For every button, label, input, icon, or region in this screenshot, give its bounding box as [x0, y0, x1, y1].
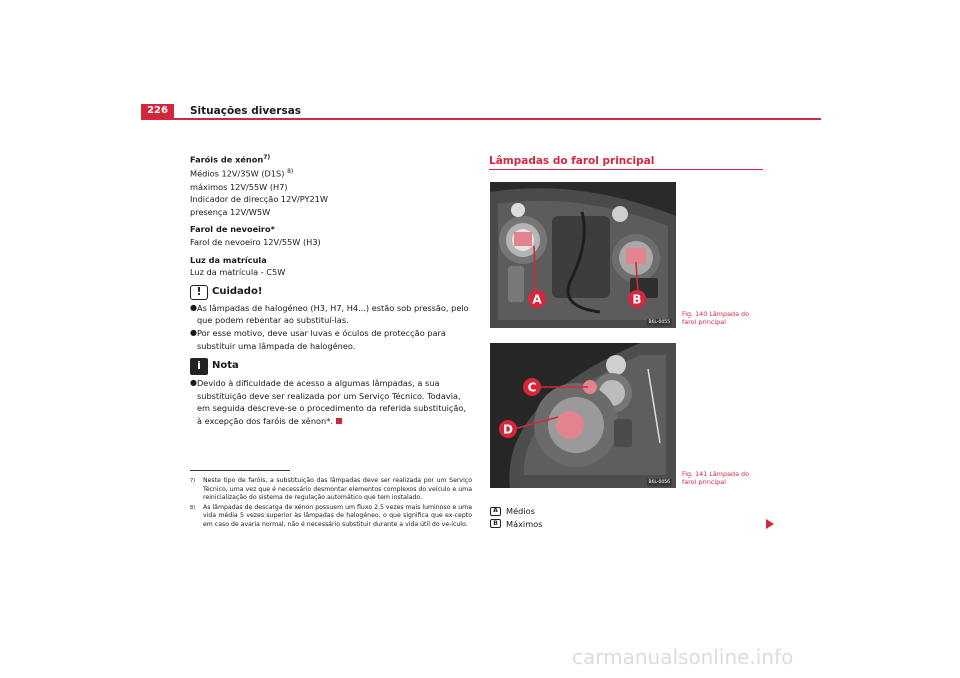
note-label: Nota [212, 360, 239, 372]
figure-141-photo [490, 343, 676, 488]
watermark: carmanualsonline.info [572, 645, 794, 669]
headlamp-rear-illustration [490, 182, 676, 328]
caution-bullet: ● As lâmpadas de halogéneo (H3, H7, H4...) estão sob pressão, pelo que podem rebentar ao substituí-las. [190, 302, 469, 326]
figure-140-photo [490, 182, 676, 328]
legend-item: A Médios [490, 505, 542, 518]
headlamp-rear-illustration [490, 343, 676, 488]
callout-label: D [503, 422, 513, 437]
note-bullet: ● Devido à dificuldade de acesso a algumas lâmpadas, a sua substituição deve ser realizada por um Serviço Técnico. Todavia, em seguida descreve-se o procedimento da referida substituição, à excepção dos faróis de xénon*. [190, 378, 467, 426]
heading-rule [489, 169, 763, 170]
end-of-section-icon [336, 418, 342, 424]
figure-caption: Fig. 141 Lâmpada do farol principal [682, 470, 749, 486]
figure-code: B6L-0055 [648, 320, 670, 325]
footnote-rule [190, 470, 290, 471]
section-title: Situações diversas [190, 105, 302, 117]
footnote-ref[interactable]: 7) [263, 154, 271, 161]
plate-heading: Luz da matrícula [190, 254, 267, 265]
section-heading: Lâmpadas do farol principal [489, 155, 655, 167]
bullet-icon: ● [190, 302, 197, 312]
figure-code: B6L-0056 [648, 480, 670, 485]
bullet-icon: ● [190, 328, 197, 337]
caution-header [190, 285, 472, 300]
caution-label: Cuidado! [212, 286, 263, 298]
note-header [190, 358, 472, 375]
page-number: 226 [141, 104, 174, 118]
callout-badge: A [490, 507, 501, 516]
xenon-line: presença 12V/W5W [190, 206, 271, 217]
callout-label: C [527, 380, 537, 395]
info-icon: i [190, 358, 208, 375]
bullet-icon: ● [190, 378, 197, 388]
footnote: 8) As lâmpadas de descarga de xénon possuem um fluxo 2,5 vezes mais luminoso e uma vida média 5 vezes superior às lâmpadas de halogéneo, o que significa que ex-cepto em caso de avaria normal, não é necessário substituir durante a vida útil do ve-ículo. [190, 503, 472, 528]
xenon-line: Indicador de direcção 12V/PY21W [190, 194, 328, 205]
footnotes [190, 477, 472, 530]
xenon-line: Médios 12V/35W (D1S) $^{8)}$ [190, 168, 294, 180]
continue-arrow-icon[interactable] [766, 519, 774, 529]
callout-label: A [532, 292, 542, 307]
caution-bullet: ● Por esse motivo, deve usar luvas e óculos de protecção para substituir uma lâmpada de halogéneo. [190, 328, 446, 351]
figure-legend [490, 505, 542, 530]
xenon-line: máximos 12V/55W (H7) [190, 181, 288, 192]
warning-icon: ! [190, 285, 208, 300]
footnote-ref[interactable]: 8) [287, 168, 294, 176]
callout-label: B [632, 292, 642, 307]
left-column [190, 152, 472, 428]
legend-item: B Máximos [490, 518, 542, 531]
header-rule [141, 118, 821, 120]
figure-caption: Fig. 140 Lâmpada do farol principal [682, 310, 749, 326]
callout-badge: B [490, 519, 501, 528]
footnote: 7) Neste tipo de faróis, a substituição das lâmpadas deve ser realizada por um Serviço Técnico, uma vez que é necessário desmontar elementos complexos do veículo e uma reinicialização do sistema de regulação automático que tem instalado. [190, 477, 472, 501]
fog-line: Farol de nevoeiro 12V/55W (H3) [190, 237, 321, 248]
plate-line: Luz da matrícula - C5W [190, 267, 286, 278]
fog-heading: Farol de nevoeiro* [190, 224, 275, 235]
xenon-heading: Faróis de xénon$^{7)}$ [190, 154, 271, 165]
